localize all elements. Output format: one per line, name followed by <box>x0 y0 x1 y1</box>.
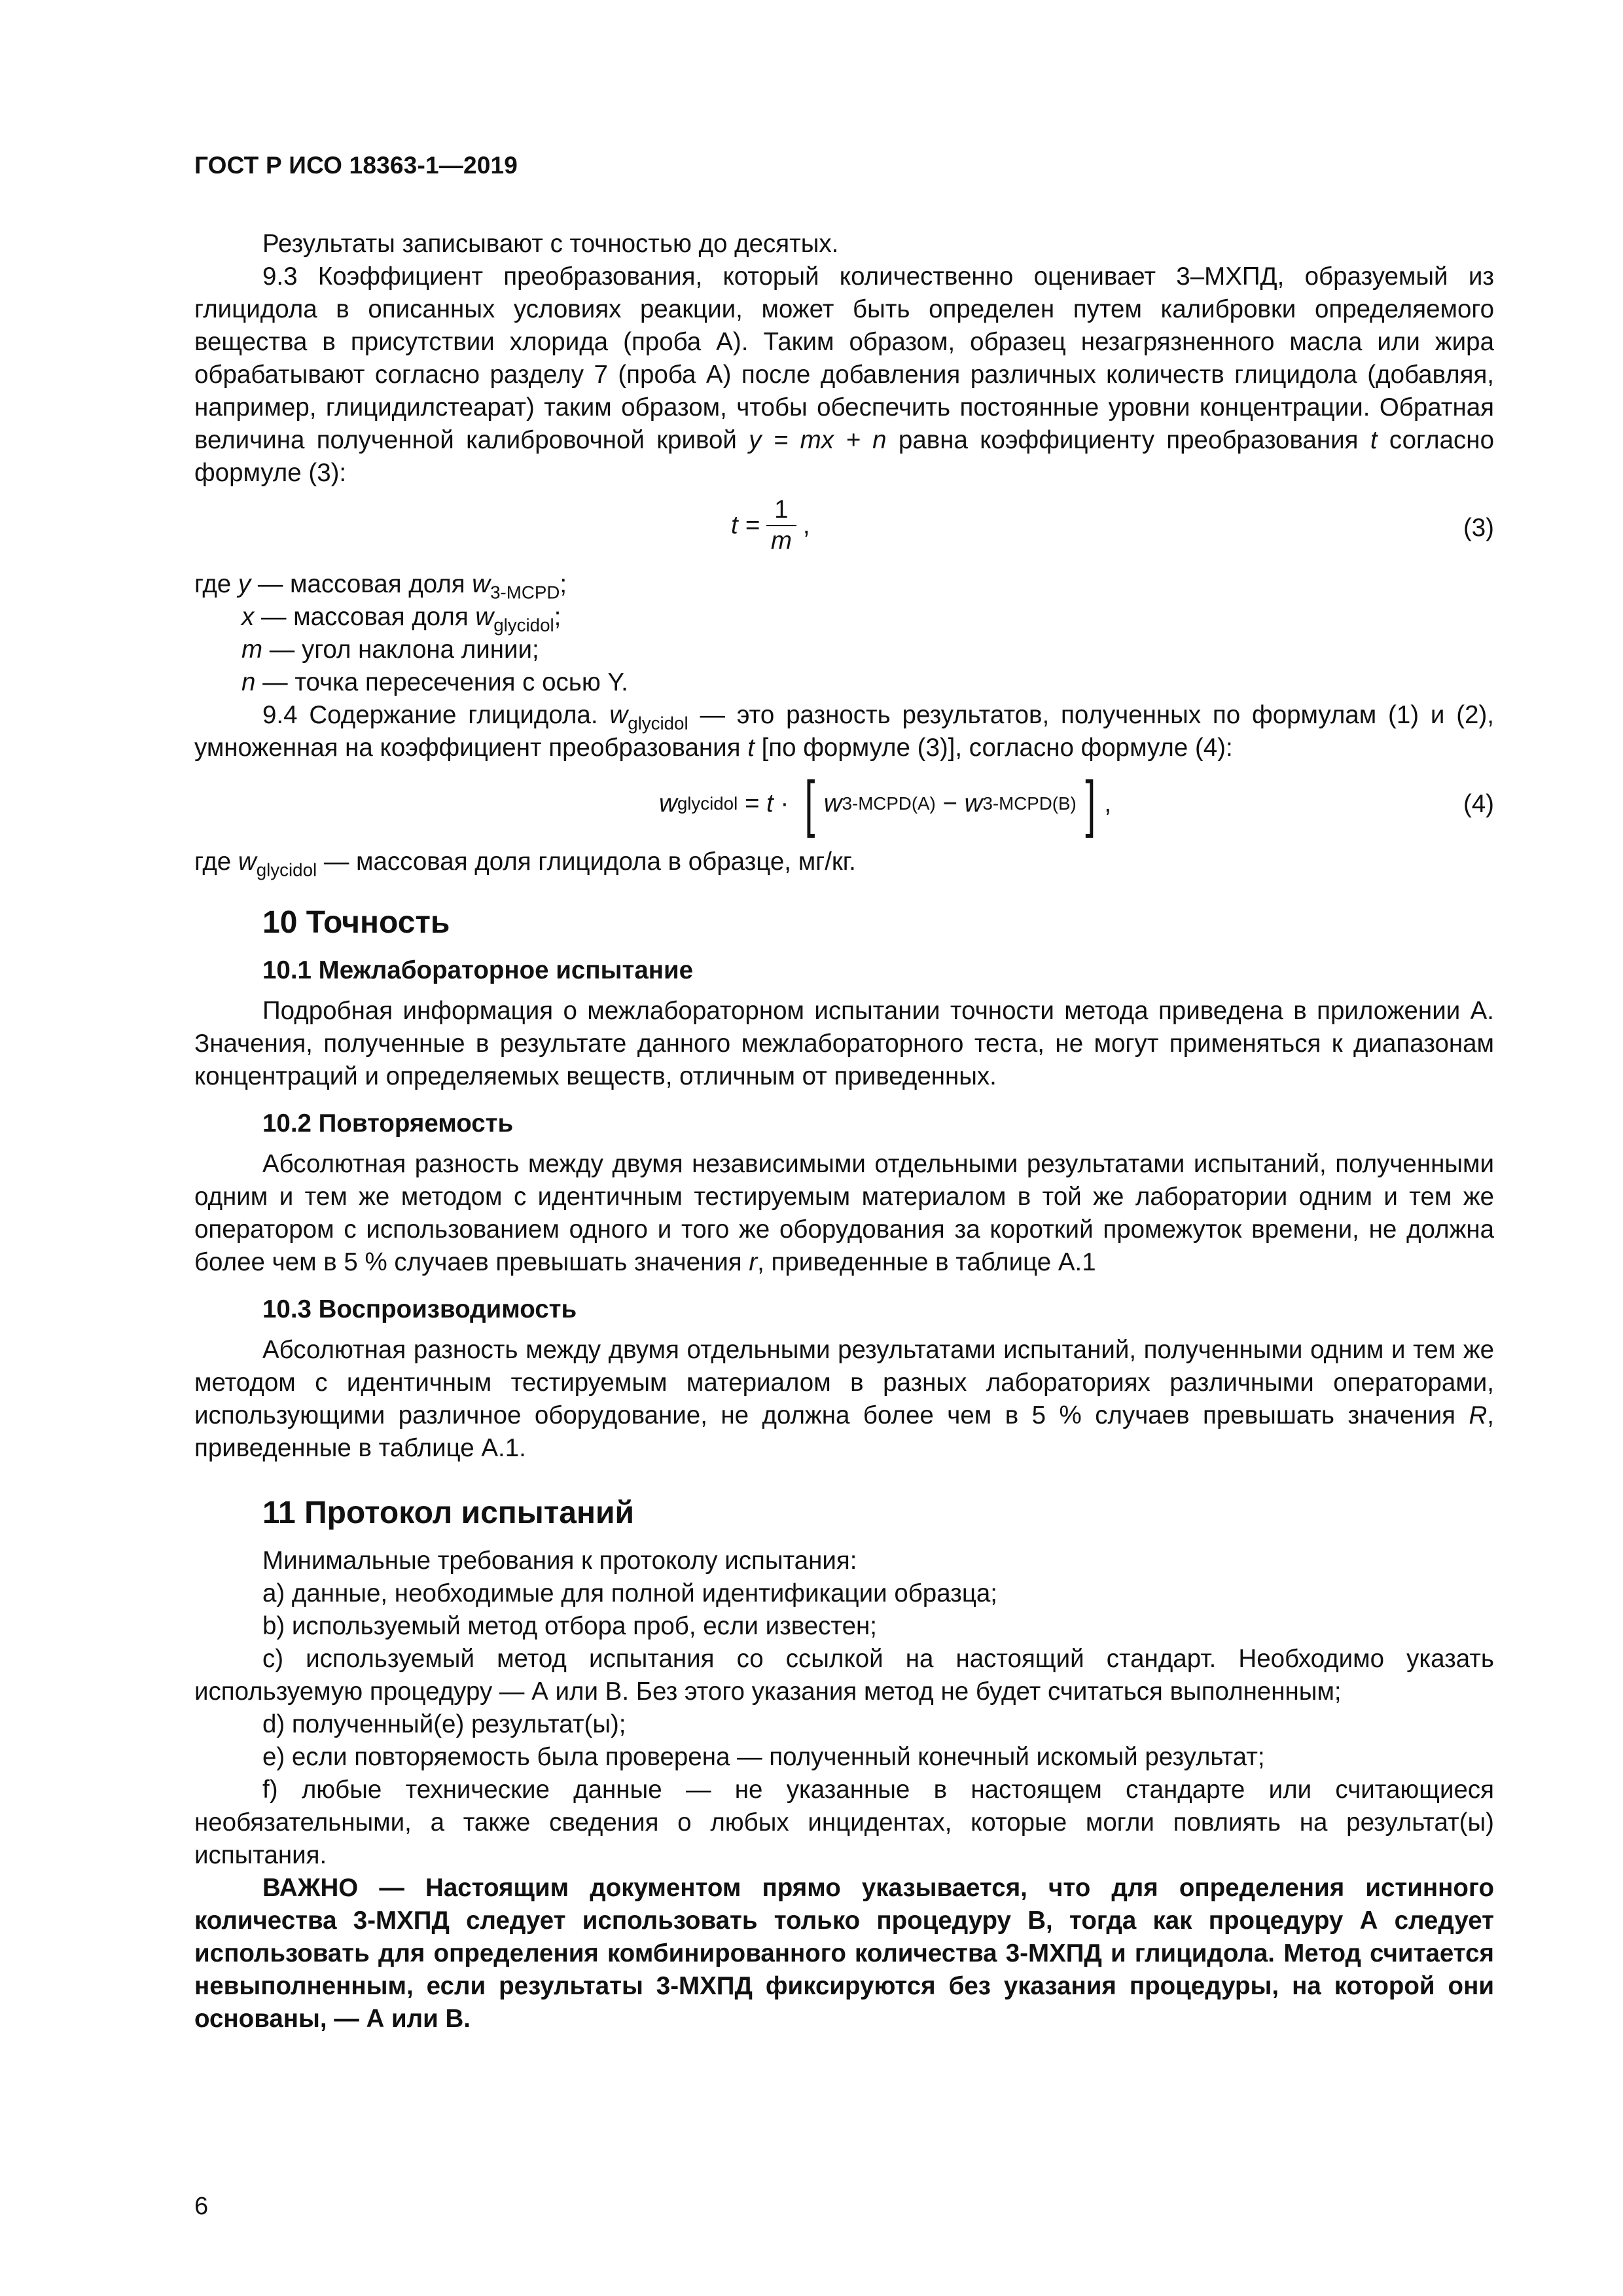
formula-3: t = $\frac{1}{m}$ , (3) <box>731 495 1494 555</box>
legend-m: m — угол наклона линии; <box>241 636 539 664</box>
protocol-item-c: c) используемый метод испытания со ссылкой на настоящий стандарт. Необходимо указать используемую процедуру — А или В. Без этого указания метод не будет считаться выполненным; <box>194 1645 1494 1706</box>
document-body <box>194 228 1494 2036</box>
protocol-intro: Минимальные требования к протоколу испытания: <box>262 1547 857 1575</box>
section-10-1-title: 10.1 Межлабораторное испытание <box>262 956 694 984</box>
formula-4-legend: где $w_{glycidol}$ — массовая доля глицидола в образце, мг/кг. <box>194 848 856 880</box>
protocol-item-e: e) если повторяемость была проверена — полученный конечный искомый результат; <box>262 1743 1265 1771</box>
paragraph-10-3: Абсолютная разность между двумя отдельными результатами испытаний, полученными одним и тем же методом с идентичным тестируемым материалом в разных лабораториях различными операторами, использующими различное оборудование, не должна более чем в 5 % случаев превышать значения R, приведенные в таблице А.1. <box>194 1336 1494 1462</box>
protocol-item-d: d) полученный(е) результат(ы); <box>262 1710 626 1738</box>
section-10-title: 10 Точность <box>262 905 450 940</box>
legend-x: x — массовая доля $w_{glycidol}$; <box>241 603 562 636</box>
formula-3-legend <box>194 568 1494 699</box>
important-note: ВАЖНО — Настоящим документом прямо указывается, что для определения истинного количества 3-МХПД следует использовать только процедуру В, тогда как процедуру А следует использовать для определения комбинированного количества 3-МХПД и глицидола. Метод считается невыполненным, если результаты 3-МХПД фиксируются без указания процедуры, на которой они основаны, — А или В. <box>194 1874 1494 2033</box>
formula-4-number: (4) <box>1463 790 1494 818</box>
formula-3-lhs: t = <box>731 511 760 539</box>
formula-4: w glycidol = t · [ w 3-MCPD(A) − w 3-MCPD(B) ] , (4) <box>659 768 1494 838</box>
results-precision-paragraph: Результаты записывают с точностью до десятых. <box>262 230 839 258</box>
paragraph-9-4: 9.4 Содержание глицидола. $w_{glycidol}$ — это разность результатов, полученных по формулам (1) и (2), умноженная на коэффициент преобразования t [по формуле (3)], согласно формуле (4): <box>194 701 1494 762</box>
protocol-item-a: a) данные, необходимые для полной идентификации образца; <box>262 1579 997 1607</box>
page-number: 6 <box>194 2193 209 2220</box>
formula-3-fraction: $\frac{1}{m}$ <box>766 495 796 556</box>
formula-3-number: (3) <box>1463 514 1494 542</box>
protocol-item-b: b) используемый метод отбора проб, если известен; <box>262 1612 877 1640</box>
section-10-2-title: 10.2 Повторяемость <box>262 1109 514 1138</box>
right-bracket: ] <box>1085 768 1096 838</box>
paragraph-9-3: 9.3 Коэффициент преобразования, который количественно оценивает 3–МХПД, образуемый из глицидола в описанных условиях реакции, может быть определен путем калибровки определяемого вещества в присутствии хлорида (проба А). Таким образом, образец незагрязненного масла или жира обрабатывают согласно разделу 7 (проба А) после добавления различных количеств глицидола (добавляя, например, глицидилстеарат) таким образом, чтобы обеспечить постоянные уровни концентрации. Обратная величина полученной калибровочной кривой y = mx + n равна коэффициенту преобразования t согласно формуле (3): <box>194 262 1494 487</box>
left-bracket: [ <box>804 768 815 838</box>
legend-y: где y — массовая доля $w_{3-MCPD}$; <box>194 570 567 603</box>
paragraph-10-1: Подробная информация о межлабораторном испытании точности метода приведена в приложении А. Значения, полученные в результате данного межлабораторного теста, не могут применяться к диапазонам концентраций и определяемых веществ, отличным от приведенных. <box>194 997 1494 1090</box>
paragraph-10-2: Абсолютная разность между двумя независимыми отдельными результатами испытаний, полученными одним и тем же методом с идентичным тестируемым материалом в той же лаборатории одним и тем же оператором с использованием одного и того же оборудования за короткий промежуток времени, не должна более чем в 5 % случаев превышать значения r, приведенные в таблице А.1 <box>194 1150 1494 1276</box>
legend-n: n — точка пересечения с осью Y. <box>241 668 628 696</box>
protocol-item-f: f) любые технические данные — не указанные в настоящем стандарте или считающиеся необязательными, а также сведения о любых инцидентах, которые могли повлиять на результат(ы) испытания. <box>194 1776 1494 1869</box>
section-11-title: 11 Протокол испытаний <box>262 1496 634 1530</box>
section-10-3-title: 10.3 Воспроизводимость <box>262 1295 577 1323</box>
document-header: ГОСТ Р ИСО 18363-1—2019 <box>194 152 518 179</box>
